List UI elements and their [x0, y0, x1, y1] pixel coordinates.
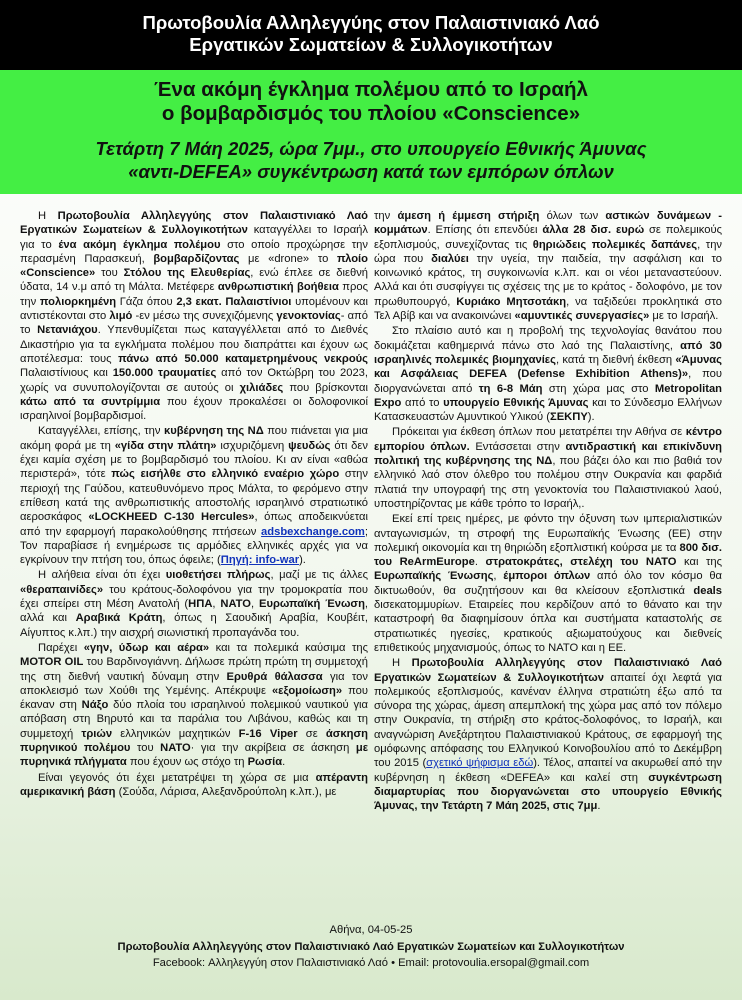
footer-date: Αθήνα, 04-05-25 [329, 924, 413, 936]
left-column [20, 209, 368, 800]
header-org-line2: Εργατικών Σωματείων & Συλλογικοτήτων [189, 34, 553, 55]
paragraph-defea-exhibition: Στο πλαίσιο αυτό και η προβολή της τεχνολογίας θανάτου που δοκιμάζεται καθημερινά πάνω στο λαό της Παλαιστίνης, από 30 ισραηλινές πολεμικές βιομηχανίες, κατά τη διεθνή έκθεση «Άμυνας και Ασφάλειας DEFEA (Defense Exhibition Athens)», που διοργανώνεται από τη 6-8 Μάη στη χώρα μας στο Metropolitan Expo από το υπουργείο Εθνικής Άμυνας και το Σύνδεσμο Ελλήνων Κατασκευαστών Αμυντικού Υλικού (ΣΕΚΠΥ). [374, 325, 722, 424]
paragraph-arms-center: Πρόκειται για έκθεση όπλων που μετατρέπει την Αθήνα σε κέντρο εμπορίου όπλων. Εντάσσεται στην αντιδραστική και επικίνδυνη πολιτική της κυβέρνησης της ΝΔ, που βάζει όλο και πιο βαθιά τον ελληνικό λαό στον όλεθρο του πολέμου στην Ουκρανία και φαρδιά πλατιά την υπογραφή της στη γενοκτονία του Παλαιστινιακού λαού, υποστηρίζοντας με κάθε τρόπο το Ισραήλ,. [374, 426, 722, 510]
resolution-link[interactable]: σχετικό ψήφισμα εδώ [426, 757, 534, 770]
footer-organization: Πρωτοβουλία Αλληλεγγύης στον Παλαιστινιακό Λαό Εργατικών Σωματείων και Συλλογικοτήτων [117, 941, 625, 953]
paragraph-condemnation: Η Πρωτοβουλία Αλληλεγγύης στον Παλαιστινιακό Λαό Εργατικών Σωματείων & Συλλογικοτήτων καταγγέλλει το Ισραήλ για το ένα ακόμη έγκλημα πολέμου στο οποίο προχώρησε την περασμένη Παρασκευή, βομβαρδίζοντας με «drone» το πλοίο «Conscience» του Στόλου της Ελευθερίας, ενώ έπλεε σε διεθνή ύδατα, 14 ν.μ από τη Μάλτα. Μετέφερε ανθρωπιστική βοήθεια προς την πολιορκημένη Γάζα όπου 2,3 εκατ. Παλαιστίνιοι υπομένουν και αντιστέκονται στο λιμό -εν μέσω της συνεχιζόμενης γενοκτονίας- από το Νετανιάχου. Υπενθυμίζεται πως καταγγέλλεται από το Διεθνές Δικαστήριο για τα εγκλήματα πολέμου που διαπράττει και έχουν ως αποτέλεσμα: τους πάνω από 50.000 καταμετρημένους νεκρούς Παλαιστίνιους και 150.000 τραυματίες από τον Οκτώβρη του 2023, χωρίς να συνυπολογίζονται σε αυτούς οι χιλιάδες που βρίσκονται κάτω από τα συντρίμμια που έχουν προκαλέσει οι δολοφονικοί ισραηλινοί βομβαρδισμοί. [20, 210, 369, 423]
event-line1: Τετάρτη 7 Μάη 2025, ώρα 7μμ., στο υπουργείο Εθνικής Άμυνας [95, 138, 647, 159]
paragraph-american-base: Είναι γεγονός ότι έχει μετατρέψει τη χώρα σε μια απέραντη αμερικανική βάση (Σούδα, Λάρισα, Αλεξανδρούπολη κ.λπ.), με [20, 771, 368, 798]
paragraph-government: Καταγγέλλει, επίσης, την κυβέρνηση της ΝΔ που πιάνεται για μια ακόμη φορά με τη «γίδα στην πλάτη» ισχυριζόμενη ψευδώς ότι δεν έχει καμία σχέση με το βομβαρδισμό του πλοίου. Κι αν είναι «αθώα περιστερά», τότε πώς εισήλθε στο ελληνικό εναέριο χώρο στην περιοχή της Γαύδου, κατευθυνόμενο προς Μάλτα, το φερόμενο στην επίθεση κατά της ανθρωπιστικής αποστολής ισραηλινό στρατιωτικό αεροσκάφος «LOCKHEED C-130 Hercules», όπως αποδεικνύεται από την εφαρμογή παρακολούθησης πτήσεων adsbexchange.com; Τον παραβίασε ή ενημέρωσε τις αρμόδιες ελληνικές αρχές για να εγκρίνουν την πτήση του, όπως όφειλε; (Πηγή: info-war). [20, 425, 369, 567]
headline-line1: Ένα ακόμη έγκλημα πολέμου από το Ισραήλ [154, 78, 588, 101]
paragraph-demands: Η Πρωτοβουλία Αλληλεγγύης στον Παλαιστινιακό Λαό Εργατικών Σωματείων & Συλλογικοτήτων απαιτεί όχι λεφτά για πολεμικούς εξοπλισμούς, κανέναν έλληνα στρατιώτη έξω από τα σύνορα της χώρας, άμεση απεμπλοκή της χώρα μας από τον πόλεμο στην Ουκρανία, τη στήριξη στο κράτος-δολοφόνος, το Ισραήλ, και αναγνώριση Ανεξάρτητου Παλαιστινιακού Κράτους, σε εφαρμογή της ομόφωνης απόφασης του Ελληνικού Κοινοβουλίου από το Δεκέμβρη του 2015 (σχετικό ψήφισμα εδώ). Τέλος, απαιτεί να ακυρωθεί από την κυβέρνηση η έκθεση «DEFEA» και καλεί στη συγκέντρωση διαμαρτυρίας που διοργανώνεται στο υπουργείο Εθνικής Άμυνας, την Τετάρτη 7 Μάη 2025, στις 7μμ. [374, 657, 722, 813]
footer-contact: Facebook: Αλληλεγγύη στον Παλαιστινιακό Λαό • Email: protovoulia.ersopal@gmail.com [152, 957, 590, 969]
paragraph-military-support: Παρέχει «γην, ύδωρ και αέρα» και τα πολεμικά καύσιμα της MOTOR OIL του Βαρδινογιάννη. Δήλωσε πρώτη πρώτη τη συμμετοχή της στη διεθνή ναυτική δύναμη στην Ερυθρά θάλασσα για τον αποκλεισμό των Χούθι της Υεμένης. Απέκρυψε «εξομοίωση» που έκαναν στη Νάξο δύο πλοία του ισραηλινού πολεμικού ναυτικού για απόβαση στη Βηρυτό και τα παράλια του Λιβάνου, καθώς και τη συμμετοχή τριών ελληνικών μαχητικών F-16 Viper σε άσκηση πυρηνικού πολέμου του ΝΑΤΟ· για την ακρίβεια σε άσκηση με πυρηνικά πλήγματα που έχουν ως στόχο τη Ρωσία. [20, 641, 369, 769]
info-war-source-link[interactable]: Πηγή: info-war [220, 554, 300, 567]
paragraph-spending: την άμεση ή έμμεση στήριξη όλων των αστικών δυνάμεων - κομμάτων. Επίσης ότι επενδύει άλλα 28 δισ. ευρώ σε πολεμικούς εξοπλισμούς, συνεχίζοντας τις θηριώδεις πολεμικές δαπάνες, την ώρα που διαλύει την υγεία, την παιδεία, την ασφάλιση και το κοινωνικό κράτος, τη συγκοινωνία κ.λπ. και οι νέοι μεταναστεύουν. Αλλά και ότι συσφίγγει τις σχέσεις της με το κράτος - δολοφόνο, με τον πρωθυπουργό, Κυριάκο Μητσοτάκη, να ταξιδεύει προκλητικά στο Τελ Αβίβ και να ανακοινώνει «αμυντικές συνεργασίες» με το Ισραήλ. [374, 210, 723, 323]
headline-line2: ο βομβαρδισμός του πλοίου «Conscience» [161, 102, 581, 125]
paragraph-propaganda: Η αλήθεια είναι ότι έχει υιοθετήσει πλήρως, μαζί με τις άλλες «θεραπαινίδες» του κράτους-δολοφόνου για την τρομοκρατία που έχει σπείρει στη Μέση Ανατολή (ΗΠΑ, ΝΑΤΟ, Ευρωπαϊκή Ένωση, αλλά και Αραβικά Κράτη, όπως η Σαουδική Αραβία, Κουβέιτ, Αίγυπτος κ.λπ.) την αισχρή σιωνιστική προπαγάνδα του. [20, 569, 369, 639]
paragraph-rearm-europe: Εκεί επί τρεις ημέρες, με φόντο την όξυνση των ιμπεριαλιστικών ανταγωνισμών, τη στροφή της Ευρωπαϊκής Ένωσης (ΕΕ) στην πολεμική οικονομία και τη θηριώδη εξοπλιστική κούρσα με τα 800 δισ. του ReArmEurope. στρατοκράτες, στελέχη του ΝΑΤΟ και της Ευρωπαϊκής Ένωσης, έμποροι όπλων από όλο τον κόσμο θα δικτυωθούν, θα συζητήσουν και θα κλείσουν εξοπλιστικά deals δισεκατομμυρίων. Εταιρείες που κερδίζουν από το θάνατο και την καταστροφή θα διαφημίσουν όπλα και συστήματα καταστολής σε στρατιωτικές ηγεσίες, κρατικούς αξιωματούχους και διεθνείς επιθετικούς μηχανισμούς, όπως το NATO και η ΕΕ. [374, 513, 723, 654]
event-line2: «αντι-DEFEA» συγκέντρωση κατά των εμπόρων όπλων [128, 161, 614, 182]
right-column [374, 209, 722, 814]
adsbexchange-link[interactable]: adsbexchange.com [261, 525, 365, 538]
header-banner [0, 0, 742, 70]
header-org-line1: Πρωτοβουλία Αλληλεγγύης στον Παλαιστινιακό Λαό [142, 12, 600, 33]
